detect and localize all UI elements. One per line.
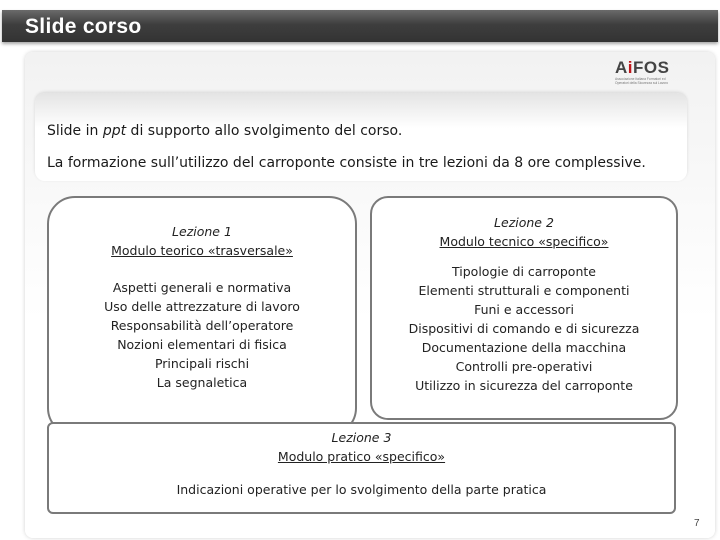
topic-item: Funi e accessori <box>474 302 574 317</box>
topic-item: Aspetti generali e normativa <box>112 280 292 295</box>
lesson-2-module: Modulo tecnico «specifico» <box>439 234 609 249</box>
intro-line-2: La formazione sull’utilizzo del carroponte consiste in tre lezioni da 8 ore complessive. <box>47 155 646 171</box>
lesson-1-box <box>47 196 357 436</box>
page-number: 7 <box>694 518 700 529</box>
lesson-2-name: Lezione 2 <box>494 215 554 230</box>
lesson-1-name: Lezione 1 <box>172 224 232 239</box>
intro-line-1: Slide in ppt di supporto allo svolgimento del corso. <box>47 123 403 139</box>
lesson-3-box <box>47 422 676 514</box>
lesson-1-topics <box>49 278 355 392</box>
topic-item: Uso delle attrezzature di lavoro <box>104 299 300 314</box>
topic-item: Controlli pre-operativi <box>455 359 593 374</box>
topic-item: Responsabilità dell’operatore <box>110 318 294 333</box>
topic-item: Dispositivi di comando e di sicurezza <box>408 321 640 336</box>
lesson-3-topics <box>49 480 674 499</box>
slide-title: Slide corso <box>25 15 142 38</box>
topic-item: Tipologie di carroponte <box>452 264 596 279</box>
lesson-2-topics <box>372 262 676 395</box>
lesson-1-module: Modulo teorico «trasversale» <box>111 243 293 258</box>
topic-item: Elementi strutturali e componenti <box>418 283 630 298</box>
topic-item: Principali rischi <box>154 356 250 371</box>
aifos-logo <box>612 58 682 92</box>
lesson-3-name: Lezione 3 <box>331 430 392 445</box>
topic-item: Utilizzo in sicurezza del carroponte <box>415 378 633 393</box>
lesson-3-module: Modulo pratico «specifico» <box>277 449 446 464</box>
logo-subtitle: Associazione Italiana Formatori ed Operatori della Sicurezza sul Lavoro <box>615 77 669 86</box>
lesson-2-box <box>370 196 678 420</box>
logo-wordmark: AiFOS <box>615 58 670 77</box>
topic-item: Documentazione della macchina <box>421 340 627 355</box>
topic-item: Indicazioni operative per lo svolgimento della parte pratica <box>176 482 547 497</box>
topic-item: Nozioni elementari di fisica <box>117 337 287 352</box>
topic-item: La segnaletica <box>156 375 248 390</box>
